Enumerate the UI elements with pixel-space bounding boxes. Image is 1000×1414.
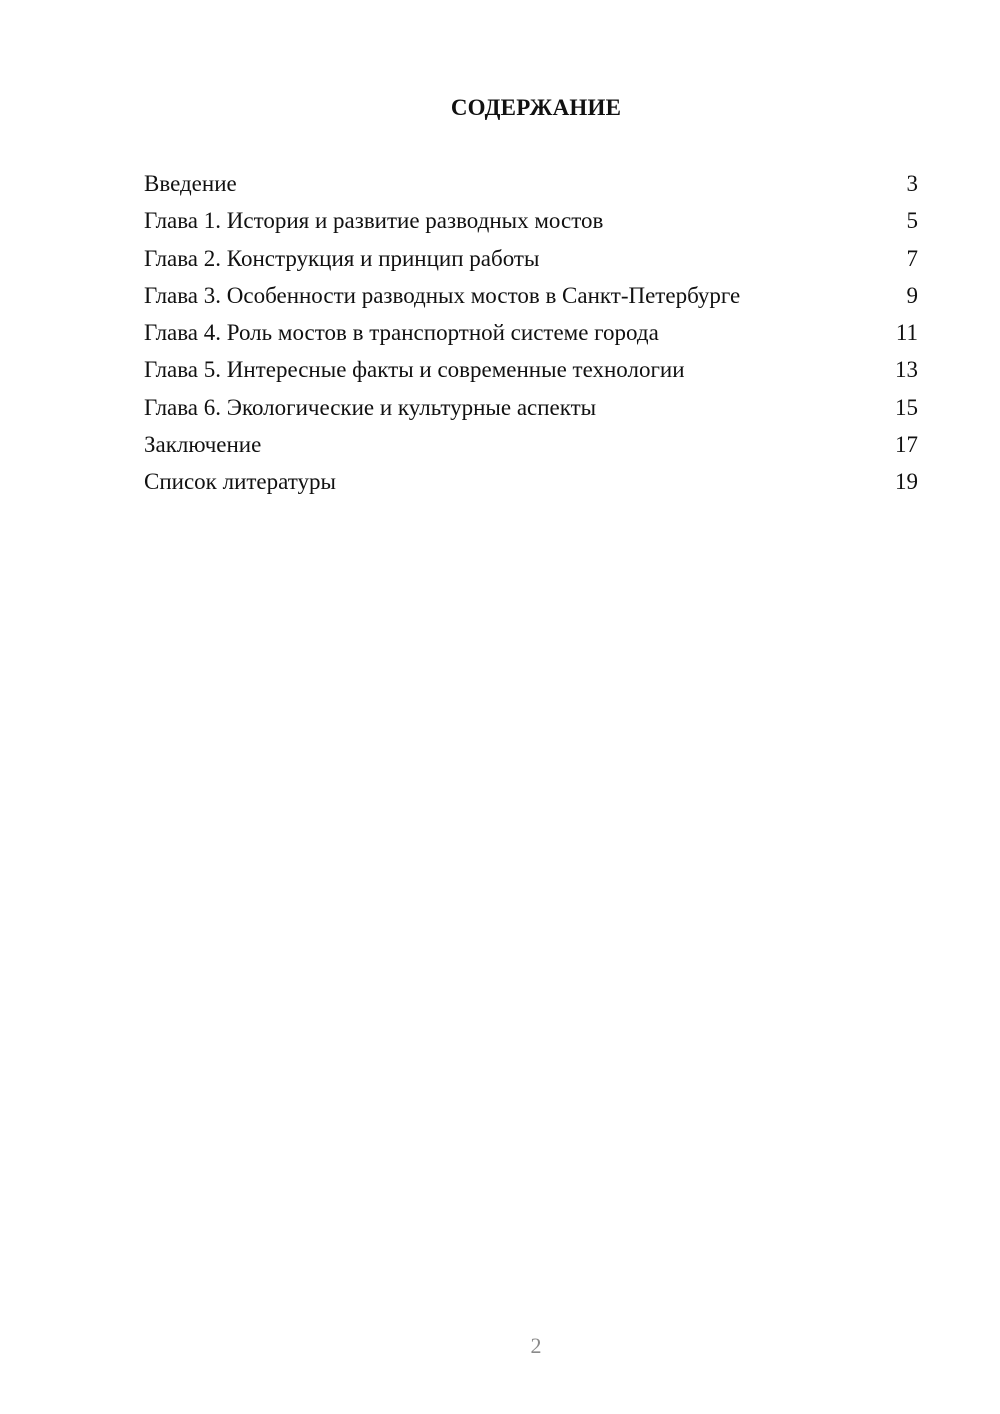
toc-entry-chapter-2 xyxy=(144,244,918,281)
toc-entry-page: 9 xyxy=(906,282,918,308)
toc-entry-page: 11 xyxy=(895,320,918,346)
toc-entry-label: Глава 5. Интересные факты и современные технологии xyxy=(144,357,685,383)
toc-entry-conclusion xyxy=(144,430,918,467)
toc-entry-label: Глава 3. Особенности разводных мостов в Санкт-Петербурге xyxy=(144,282,741,308)
toc-entry-introduction xyxy=(144,169,918,206)
toc-entry-page: 19 xyxy=(895,469,918,495)
toc-heading: СОДЕРЖАНИЕ xyxy=(450,95,622,120)
toc-entry-page: 15 xyxy=(895,394,918,420)
toc-entry-label: Глава 1. История и развитие разводных мостов xyxy=(144,208,604,234)
toc-entry-page: 7 xyxy=(906,245,918,271)
toc-entry-label: Список литературы xyxy=(144,469,336,495)
toc-entry-page: 5 xyxy=(906,208,918,234)
toc-entry-page: 13 xyxy=(895,357,918,383)
toc-entry-label: Глава 2. Конструкция и принцип работы xyxy=(144,245,540,271)
toc-entry-chapter-1 xyxy=(144,206,918,243)
toc-entry-references xyxy=(144,467,918,504)
toc-entry-chapter-6 xyxy=(144,393,918,430)
toc-entry-page: 17 xyxy=(895,432,918,458)
toc-entry-page: 3 xyxy=(906,171,918,196)
toc-entry-chapter-5 xyxy=(144,355,918,392)
toc-entry-label: Заключение xyxy=(144,432,262,458)
toc-entry-label: Глава 4. Роль мостов в транспортной системе города xyxy=(144,320,659,346)
toc-entry-label: Введение xyxy=(144,171,237,196)
toc-entry-label: Глава 6. Экологические и культурные аспекты xyxy=(144,394,597,420)
page-number: 2 xyxy=(530,1333,542,1358)
table-of-contents xyxy=(144,169,918,505)
toc-entry-chapter-3 xyxy=(144,281,918,318)
toc-entry-chapter-4 xyxy=(144,318,918,355)
